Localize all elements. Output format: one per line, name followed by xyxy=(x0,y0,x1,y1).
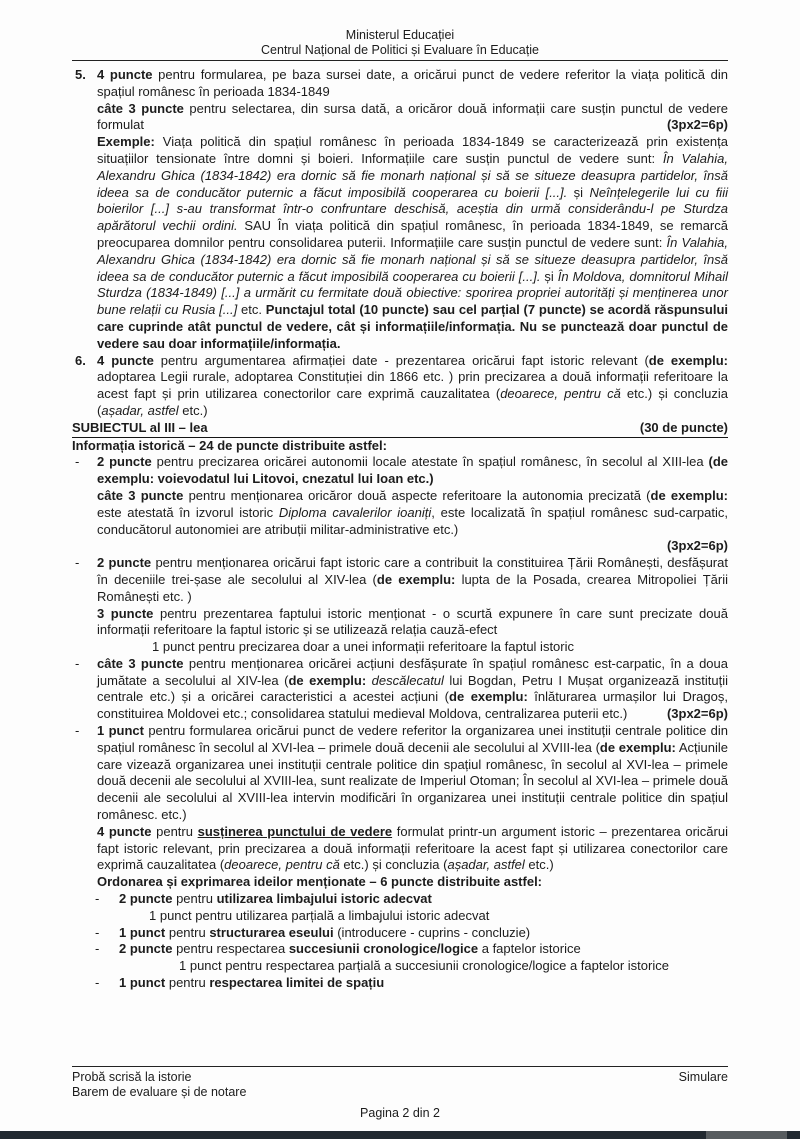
item-marker: - xyxy=(95,891,100,907)
text-run: de exemplu: xyxy=(376,571,456,587)
text-run: de exemplu: xyxy=(449,689,528,705)
paragraph xyxy=(72,438,728,455)
paragraph xyxy=(97,353,728,420)
taskbar-edge xyxy=(0,1131,800,1139)
text-run: În Valahia, Alexandru Ghica (1834-1842) era dornic să fie monarh național și să se situeze deasupra partidelor, însă ideea sa de conducător puternic a făcut imposibilă cooperarea cu boierii [...]. xyxy=(97,234,728,284)
header-center: Centrul Național de Politici și Evaluare în Educație xyxy=(261,43,539,57)
text-run: Exemple: xyxy=(97,134,155,150)
list-item xyxy=(72,454,728,555)
item-marker: - xyxy=(75,655,80,671)
text-run: 1 punct xyxy=(119,975,166,991)
text-run: Ordonarea și exprimarea ideilor menționate – 6 puncte distribuite astfel: xyxy=(97,874,543,890)
text-run: Neînțelegerile lui cu fiii boierilor [...] s-au transformat într-o confruntare deschisă, aceștia din urmă considerându-l pe Sturdza apărătorul vechii ordini. xyxy=(97,184,728,234)
text-block xyxy=(72,874,728,891)
text-run: așadar, astfel xyxy=(101,402,179,418)
text-run: pentru formularea, pe baza sursei date, a oricărui punct de vedere referitor la viața politică din spațiul românesc în perioada 1834-1849 xyxy=(97,67,728,99)
paragraph xyxy=(97,134,728,352)
text-run: descălecatul xyxy=(371,672,444,688)
text-run: 4 puncte xyxy=(97,352,154,368)
text-run: pentru xyxy=(165,924,210,940)
list-item xyxy=(72,925,728,942)
paragraph xyxy=(97,656,728,723)
list-item xyxy=(72,975,728,992)
item-marker: 6. xyxy=(75,352,86,368)
points-tag: (3px2=6p) xyxy=(666,117,728,133)
paragraph xyxy=(97,555,728,605)
text-run: 1 punct pentru precizarea doar a unei informații referitoare la faptul istoric xyxy=(152,639,574,655)
text-run: Punctajul total (10 puncte) sau cel parțial (7 puncte) se acordă răspunsului care cuprinde atât punctul de vedere, cât și informațiile/informația. Nu se punctează doar punctul de vedere sau doar informațiile/informația. xyxy=(97,302,728,351)
text-run: așadar, astfel xyxy=(447,857,525,873)
text-run: 1 punct pentru utilizarea parțială a limbajului istoric adecvat xyxy=(149,907,490,923)
text-run: susținerea punctului de vedere xyxy=(197,823,393,839)
text-run: , este localizată în spațiul românesc sud-carpatic, conducătorul autonomiei are atribuții militar-administrative etc.) xyxy=(97,504,728,537)
text-run: pentru precizarea oricărei autonomii locale atestate în spațiul românesc, în secolul al XIII-lea xyxy=(151,454,709,470)
text-run: pentru menționarea oricăror două aspecte referitoare la autonomia precizată ( xyxy=(183,487,651,503)
text-run: câte 3 puncte xyxy=(97,487,184,503)
text-run: etc.) și concluzia ( xyxy=(339,857,448,873)
text-run: 1 punct pentru respectarea parțială a succesiunii cronologice/logice a faptelor istorice xyxy=(179,958,669,974)
subject-points: (30 de puncte) xyxy=(639,419,728,435)
text-run: deoarece, pentru că xyxy=(500,386,621,402)
text-run: câte 3 puncte xyxy=(97,655,184,671)
text-run: succesiunii cronologice/logice xyxy=(288,941,479,957)
paragraph xyxy=(97,606,728,640)
text-run: (introducere - cuprins - concluzie) xyxy=(333,924,531,940)
text-run: este atestată în izvorul istoric xyxy=(97,504,279,520)
paragraph xyxy=(97,454,728,488)
item-marker: - xyxy=(95,924,100,940)
text-run: Informația istorică – 24 de puncte distribuite astfel: xyxy=(72,437,387,453)
item-marker: - xyxy=(95,975,100,991)
document-footer xyxy=(72,1066,728,1121)
text-run: de exemplu: xyxy=(599,739,676,755)
paragraph xyxy=(97,723,728,824)
text-run: etc.) și concluzia ( xyxy=(97,386,729,418)
text-run: 2 puncte xyxy=(119,891,173,907)
paragraph xyxy=(97,101,728,135)
text-run: respectarea limitei de spațiu xyxy=(209,975,385,991)
text-run: pentru xyxy=(151,823,198,839)
text-run: În Valahia, Alexandru Ghica (1834-1842) era dornic să fie monarh național și să se situeze deasupra partidelor, însă ideea sa de conducător puternic a făcut imposibilă cooperarea cu boierii [...]. xyxy=(97,150,728,200)
text-run: 1 punct xyxy=(97,723,144,739)
text-run: 2 puncte xyxy=(119,941,173,957)
paragraph xyxy=(119,958,728,975)
text-run: de exemplu: xyxy=(288,672,367,688)
document-body xyxy=(72,67,728,992)
text-run: Acțiunile care vizează organizarea unei instituții centrale politice din spațiul românesc, în secolul al XVI-lea – primele două decenii ale secolului al XVIII-lea, sunt realizate de Imperiul Otoman; În secolul al XVI-lea – primele două decenii ale secolului al XVIII-lea intervin modificări în organizarea unei instituții centrale politice din spațiul românesc. etc.) xyxy=(97,739,729,823)
text-run: și xyxy=(567,184,590,200)
paragraph xyxy=(97,488,728,538)
text-run: Viața politică din spațiul românesc în perioada 1834-1849 se caracterizează prin existența situațiilor tensionate între domni și boieri. Informațiile care susțin punctul de vedere sunt: xyxy=(97,134,728,166)
text-run: deoarece, pentru că xyxy=(224,857,340,873)
text-run: etc.) xyxy=(524,857,554,873)
text-run: pentru respectarea xyxy=(172,941,289,957)
subject-heading xyxy=(72,420,728,438)
text-run: lui Bogdan, Petru I Mușat organizează instituții centrale etc.) și a oricărei caracteristici a acestei acțiuni ( xyxy=(97,672,728,705)
text-run: pentru selectarea, din sursa dată, a oricăror două informații care susțin punctul de vedere formulat xyxy=(97,100,728,133)
paragraph xyxy=(119,941,728,958)
text-run: (de exemplu: voievodatul lui Litovoi, cnezatul lui Ioan etc.) xyxy=(97,454,728,487)
points-tag: (3px2=6p) xyxy=(666,706,728,722)
text-run: 2 puncte xyxy=(97,555,152,571)
text-run: pentru menționarea oricărei acțiuni desfășurate în spațiul românesc est-carpatic, în a doua jumătate a secolului al XIV-lea ( xyxy=(97,655,728,688)
text-run: formulat printr-un argument istoric – prezentarea oricărui fapt istoric relevant, prin precizarea a două informații referitoare la acest fapt și utilizarea conectorilor care exprimă cauzalitatea ( xyxy=(97,823,728,873)
text-run: 4 puncte xyxy=(97,67,153,82)
text-run: pentru xyxy=(172,891,217,907)
text-run: pentru xyxy=(165,975,210,991)
list-item xyxy=(72,723,728,874)
text-run: etc.) xyxy=(178,402,208,418)
list-item xyxy=(72,656,728,723)
text-run: pentru formularea oricărui punct de vedere referitor la organizarea unei instituții centrale politice din spațiul românesc în secolul al XVI-lea – primele două decenii ale secolului al XVIII-lea ( xyxy=(97,723,728,755)
text-run: 3 puncte xyxy=(97,605,154,621)
text-run: a faptelor istorice xyxy=(478,941,581,957)
text-run: pentru menționarea oricărui fapt istoric care a contribuit la constituirea Țării Românești, desfășurat în deceniile trei-șase ale secolului al XIV-lea ( xyxy=(97,555,728,587)
paragraph xyxy=(97,639,728,656)
paragraph xyxy=(97,874,728,891)
item-marker: - xyxy=(75,555,80,571)
text-run: înlăturarea urmașilor lui Dragoș, constituirea Moldovei etc.; consolidarea statului medieval Moldova, centralizarea puterii etc.) xyxy=(97,689,728,722)
text-run: pentru prezentarea faptului istoric menționat - o scurtă expunere în care sunt precizate două informații referitoare la faptul istoric și se utilizează relația cauză-efect xyxy=(97,605,728,638)
text-run: În Moldova, domnitorul Mihail Sturdza (1834-1849) [...] a urmărit cu fermitate două obiective: sporirea propriei autorități și menținerea unor bune relații cu Rusia [...] xyxy=(97,268,728,318)
text-run: adoptarea Legii rurale, adoptarea Constituției din 1866 etc. ) prin precizarea a două informații referitoare la acest fapt și prin utilizarea conectorilor care exprimă cauzalitatea ( xyxy=(97,369,728,402)
list-item xyxy=(72,941,728,975)
list-item xyxy=(72,891,728,925)
text-run: structurarea eseului xyxy=(209,924,334,940)
paragraph xyxy=(119,891,728,908)
text-run: utilizarea limbajului istoric adecvat xyxy=(216,891,432,907)
item-marker: - xyxy=(95,941,100,957)
item-marker: - xyxy=(75,723,80,739)
paragraph xyxy=(119,975,728,992)
taskbar-edge-segment xyxy=(706,1131,787,1139)
footer-session-label: Simulare xyxy=(678,1070,728,1084)
text-run: 4 puncte xyxy=(97,823,152,839)
text-run: lupta de la Posada, crearea Mitropoliei Țării Românești etc. ) xyxy=(97,571,728,604)
text-run: SAU În viața politică din spațiul românesc, în perioada 1834-1849, se remarcă preocuparea domnilor pentru consolidarea puterii. Informațiile care susțin punctul de vedere sunt: xyxy=(97,218,728,250)
numbered-item xyxy=(72,67,728,353)
paragraph xyxy=(97,67,728,101)
footer-doc-type: Barem de evaluare și de notare xyxy=(72,1085,247,1099)
text-run: (3px2=6p) xyxy=(666,538,728,554)
text-block xyxy=(72,438,728,455)
text-run: câte 3 puncte xyxy=(97,100,184,116)
paragraph xyxy=(119,925,728,942)
paragraph xyxy=(97,824,728,874)
header-ministry: Ministerul Educației xyxy=(345,28,455,42)
footer-exam-name: Probă scrisă la istorie xyxy=(72,1070,192,1084)
text-run: de exemplu: xyxy=(650,487,728,503)
text-run: 1 punct xyxy=(119,924,166,940)
document-header xyxy=(72,28,728,61)
text-run: etc. xyxy=(237,302,266,318)
list-item xyxy=(72,555,728,656)
text-run: 2 puncte xyxy=(97,454,152,470)
text-run: Diploma cavalerilor ioaniți xyxy=(278,504,432,520)
paragraph xyxy=(97,538,728,555)
item-marker: 5. xyxy=(75,67,86,82)
paragraph xyxy=(119,908,728,925)
item-marker: - xyxy=(75,454,80,470)
text-run: pentru argumentarea afirmației date - prezentarea oricărui fapt istoric relevant ( xyxy=(153,352,649,368)
subject-title: SUBIECTUL al III – lea xyxy=(72,419,208,435)
numbered-item xyxy=(72,353,728,420)
footer-page-number: Pagina 2 din 2 xyxy=(360,1106,440,1120)
text-run: de exemplu: xyxy=(648,352,728,368)
text-run: și xyxy=(540,268,558,284)
